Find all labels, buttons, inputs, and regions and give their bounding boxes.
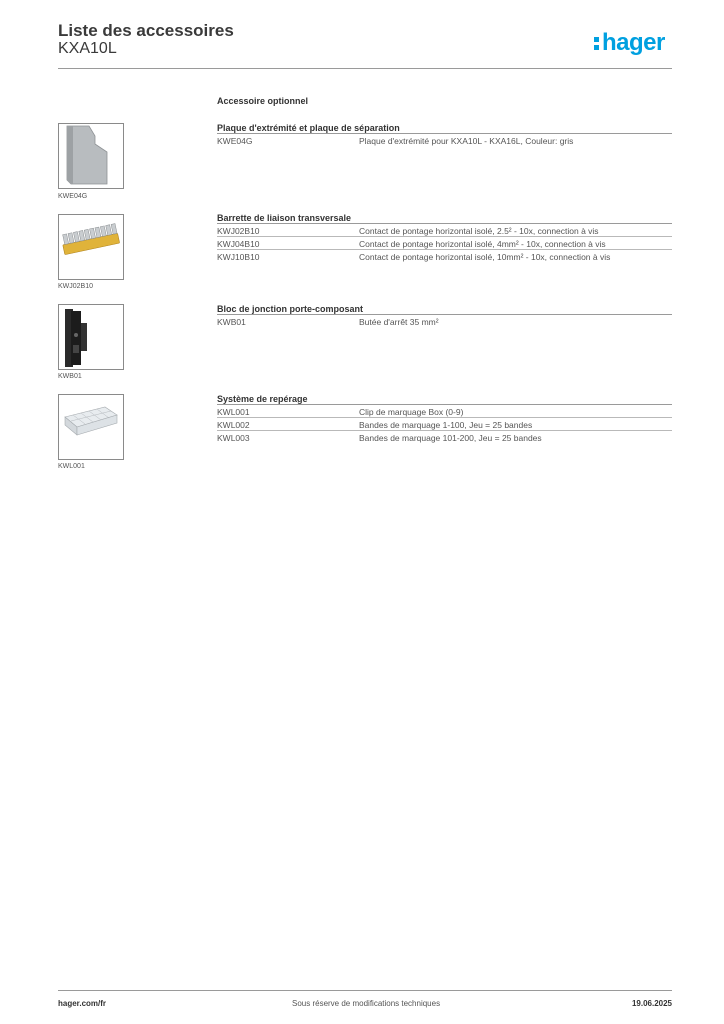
article-ref: KWL001 [217,407,250,417]
table-row [217,134,672,147]
article-desc: Plaque d'extrémité pour KXA10L - KXA16L, Couleur: gris [359,136,574,146]
article-ref: KWJ02B10 [217,226,260,236]
article-ref: KWL003 [217,433,250,443]
end-plate-image [58,123,124,189]
article-desc: Butée d'arrêt 35 mm² [359,317,439,327]
marking-box-caption: KWL001 [58,463,85,470]
logo-text: hager [602,29,665,56]
group-jumper-bar [217,213,672,263]
end-stop-icon [59,305,123,369]
marking-box-image [58,394,124,460]
end-plate-icon [59,124,123,188]
marking-box-icon [59,395,123,459]
group-marking-system [217,394,672,444]
footer-notice: Sous réserve de modifications techniques [292,999,441,1008]
table-row [217,431,672,444]
table-row [217,237,672,250]
end-stop-caption: KWB01 [58,373,82,380]
section-heading: Accessoire optionnel [217,96,309,106]
article-desc: Contact de pontage horizontal isolé, 2.5² - 10x, connection à vis [359,226,599,236]
end-plate-caption: KWE04G [58,193,88,200]
article-desc: Bandes de marquage 1-100, Jeu = 25 bandes [359,420,533,430]
article-ref: KWJ10B10 [217,252,260,262]
header-divider [58,68,672,69]
group-title: Barrette de liaison transversale [217,213,672,224]
article-ref: KWB01 [217,317,246,327]
jumper-bar-caption: KWJ02B10 [58,283,94,290]
article-ref: KWE04G [217,136,253,146]
group-title: Plaque d'extrémité et plaque de séparation [217,123,672,134]
jumper-bar-image [58,214,124,280]
article-desc: Clip de marquage Box (0-9) [359,407,464,417]
group-title: Bloc de jonction porte-composant [217,304,672,315]
table-row [217,224,672,237]
article-desc: Contact de pontage horizontal isolé, 10mm² - 10x, connection à vis [359,252,611,262]
group-title: Système de repérage [217,394,672,405]
jumper-bar-icon [59,215,123,279]
article-desc: Contact de pontage horizontal isolé, 4mm² - 10x, connection à vis [359,239,606,249]
group-end-stop [217,304,672,328]
end-stop-image [58,304,124,370]
page-title: Liste des accessoires [58,21,234,40]
table-row [217,250,672,263]
group-end-plate [217,123,672,147]
article-ref: KWJ04B10 [217,239,260,249]
footer-divider [58,990,672,991]
product-reference: KXA10L [58,40,117,57]
table-row [217,315,672,328]
table-row [217,418,672,431]
article-ref: KWL002 [217,420,250,430]
table-row [217,405,672,418]
footer-website-link[interactable]: hager.com/fr [58,999,107,1008]
article-desc: Bandes de marquage 101-200, Jeu = 25 bandes [359,433,542,443]
hager-logo [594,29,665,57]
logo-colon-icon [594,32,600,52]
footer-date: 19.06.2025 [631,999,672,1008]
